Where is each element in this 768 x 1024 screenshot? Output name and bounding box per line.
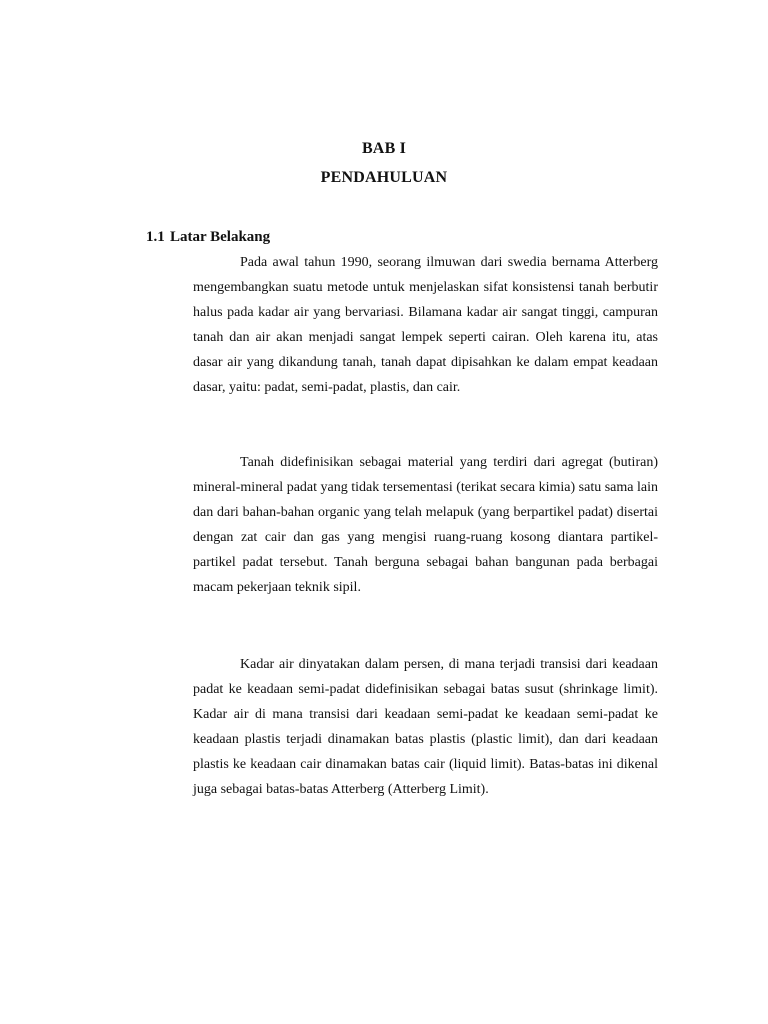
- chapter-number: BAB I: [361, 140, 407, 157]
- section-title: Latar Belakang: [170, 229, 271, 245]
- chapter-title: PENDAHULUAN: [320, 169, 448, 186]
- section-number: 1.1: [146, 229, 165, 245]
- paragraph-atterberg-limits: Kadar air dinyatakan dalam persen, di mana terjadi transisi dari keadaan padat ke keadaan semi-padat didefinisikan sebagai batas susut (shrinkage limit). Kadar air di mana transisi dari keadaan semi-padat ke keadaan semi-padat ke keadaan plastis terjadi dinamakan batas plastis (plastic limit), dan dari keadaan plastis ke keadaan cair dinamakan batas cair (liquid limit). Batas-batas ini dikenal juga sebagai batas-batas Atterberg (Atterberg Limit).: [193, 657, 658, 797]
- paragraph-soil-definition: Tanah didefinisikan sebagai material yang terdiri dari agregat (butiran) mineral-mineral padat yang tidak tersementasi (terikat secara kimia) satu sama lain dan dari bahan-bahan organic yang telah melapuk (yang berpartikel padat) disertai dengan zat cair dan gas yang mengisi ruang-ruang kosong diantara partikel-partikel padat tersebut. Tanah berguna sebagai bahan bangunan pada berbagai macam pekerjaan teknik sipil.: [193, 455, 658, 595]
- paragraph-atterberg-history: Pada awal tahun 1990, seorang ilmuwan dari swedia bernama Atterberg mengembangkan suatu metode untuk menjelaskan sifat konsistensi tanah berbutir halus pada kadar air yang bervariasi. Bilamana kadar air sangat tinggi, campuran tanah dan air akan menjadi sangat lempek seperti cairan. Oleh karena itu, atas dasar air yang dikandung tanah, tanah dapat dipisahkan ke dalam empat keadaan dasar, yaitu: padat, semi-padat, plastis, dan cair.: [193, 255, 658, 395]
- section-heading: [146, 227, 270, 247]
